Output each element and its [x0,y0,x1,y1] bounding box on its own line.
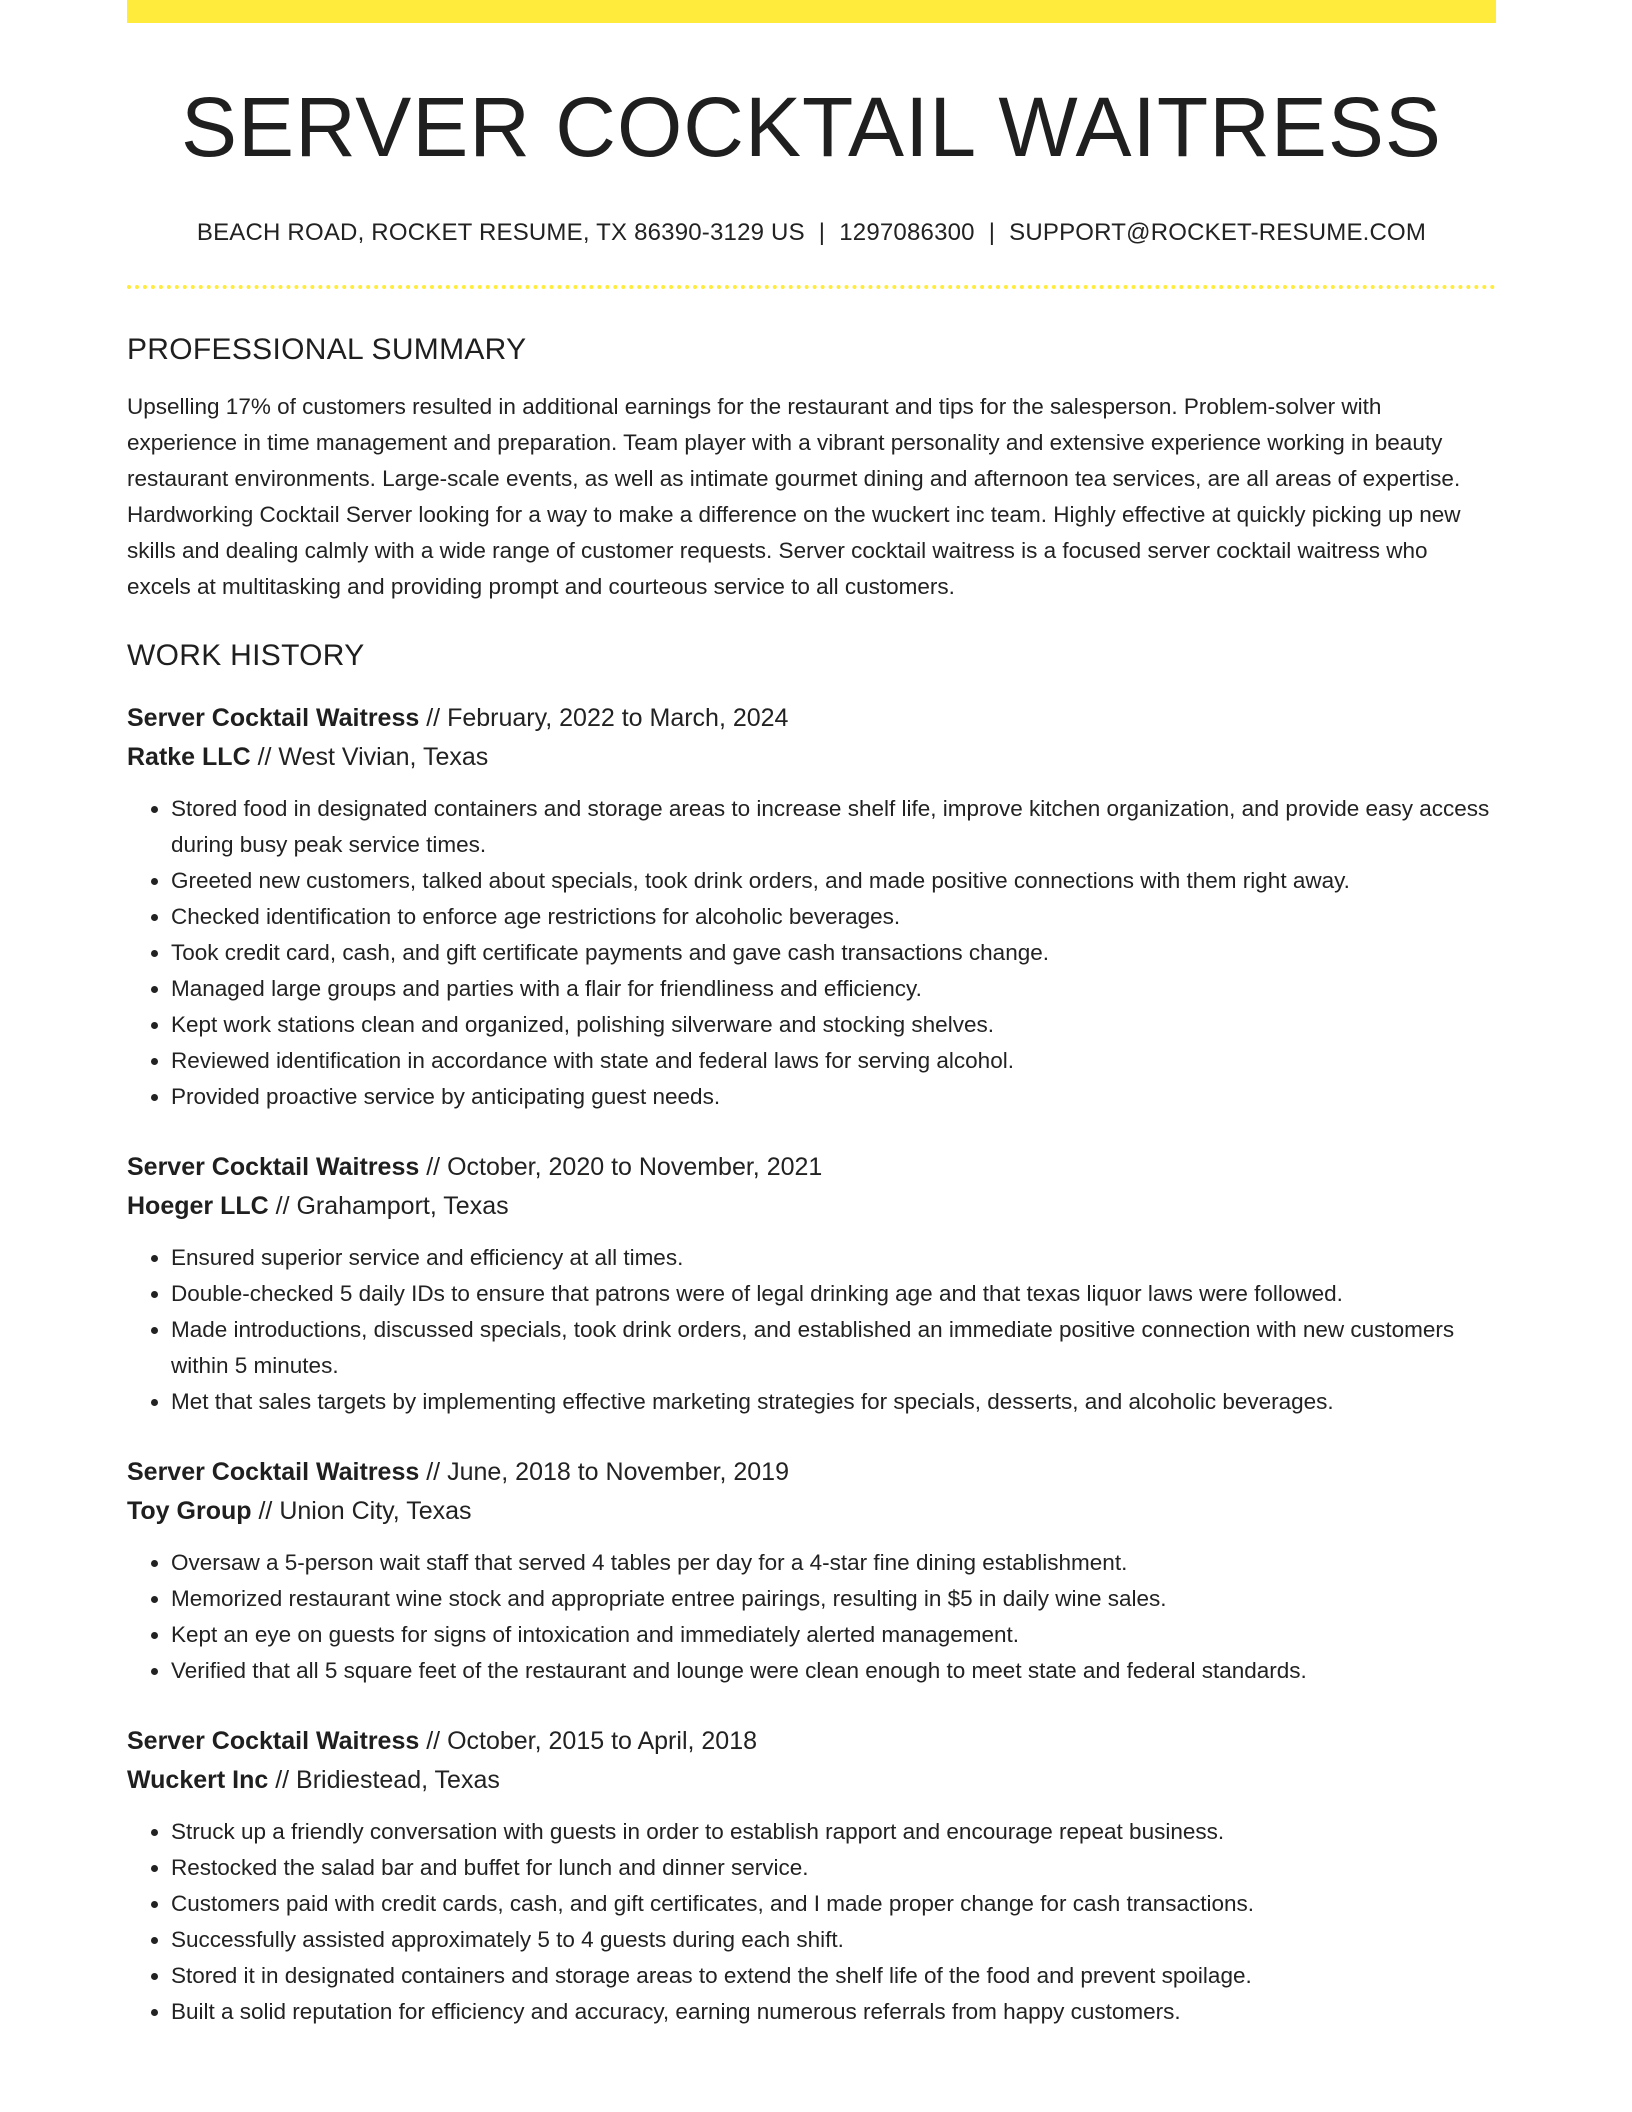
work-history-heading: WORK HISTORY [127,639,365,673]
job-company-line [127,1187,1496,1226]
job-location: // Grahamport, Texas [268,1192,509,1221]
contact-email: SUPPORT@ROCKET-RESUME.COM [1009,219,1427,247]
job-bullet: • Checked identification to enforce age restrictions for alcoholic beverages. [171,899,1496,935]
job-bullet-list [127,1240,1496,1420]
job-entry [127,1722,1496,2030]
job-bullet: • Verified that all 5 square feet of the restaurant and lounge were clean enough to meet state and federal standards. [171,1653,1496,1689]
contact-separator: | [988,219,996,247]
page-title: SERVER COCKTAIL WAITRESS [181,80,1442,174]
job-bullet: • Ensured superior service and efficiency at all times. [171,1240,1496,1276]
job-bullet: • Took credit card, cash, and gift certificate payments and gave cash transactions change. [171,935,1496,971]
job-entry [127,699,1496,1115]
dotted-divider [127,285,1496,289]
job-bullet: • Greeted new customers, talked about specials, took drink orders, and made positive connections with them right away. [171,863,1496,899]
job-bullet: • Double-checked 5 daily IDs to ensure that patrons were of legal drinking age and that texas liquor laws were followed. [171,1276,1496,1312]
job-bullet: • Restocked the salad bar and buffet for lunch and dinner service. [171,1850,1496,1886]
contact-phone: 1297086300 [839,219,975,247]
job-bullet: • Kept an eye on guests for signs of intoxication and immediately alerted management. [171,1617,1496,1653]
job-role: Server Cocktail Waitress [127,1727,420,1756]
job-entry [127,1453,1496,1689]
job-role: Server Cocktail Waitress [127,1153,420,1182]
job-bullet-list [127,791,1496,1115]
job-bullet: • Provided proactive service by anticipating guest needs. [171,1079,1496,1115]
job-bullet: • Customers paid with credit cards, cash, and gift certificates, and I made proper change for cash transactions. [171,1886,1496,1922]
summary-heading: PROFESSIONAL SUMMARY [127,333,527,367]
job-bullet: • Stored food in designated containers and storage areas to increase shelf life, improve kitchen organization, and provide easy access during busy peak service times. [171,791,1496,863]
job-bullet: • Managed large groups and parties with a flair for friendliness and efficiency. [171,971,1496,1007]
job-role: Server Cocktail Waitress [127,1458,420,1487]
job-title-line [127,699,1496,738]
job-bullet: • Built a solid reputation for efficiency and accuracy, earning numerous referrals from happy customers. [171,1994,1496,2030]
job-bullet: • Stored it in designated containers and storage areas to extend the shelf life of the food and prevent spoilage. [171,1958,1496,1994]
contact-separator: | [818,219,826,247]
contact-address: BEACH ROAD, ROCKET RESUME, TX 86390-3129 US [196,219,805,247]
job-location: // Bridiestead, Texas [268,1766,500,1795]
job-company: Ratke LLC [127,743,251,772]
job-company: Wuckert Inc [127,1766,269,1795]
resume-page [127,0,1496,2030]
job-location: // West Vivian, Texas [250,743,489,772]
job-bullet-list [127,1814,1496,2030]
job-dates: // October, 2020 to November, 2021 [419,1153,823,1182]
job-role: Server Cocktail Waitress [127,704,420,733]
job-title-line [127,1148,1496,1187]
job-location: // Union City, Texas [251,1497,472,1526]
job-bullet: • Memorized restaurant wine stock and appropriate entree pairings, resulting in $5 in daily wine sales. [171,1581,1496,1617]
job-bullet: • Successfully assisted approximately 5 to 4 guests during each shift. [171,1922,1496,1958]
job-bullet-list [127,1545,1496,1689]
job-entry [127,1148,1496,1420]
contact-line [127,219,1496,247]
job-bullet: • Kept work stations clean and organized, polishing silverware and stocking shelves. [171,1007,1496,1043]
summary-paragraph: Upselling 17% of customers resulted in additional earnings for the restaurant and tips for the salesperson. Problem-solver with experience in time management and preparation. Team player with a vibrant personality and extensive experience working in beauty restaurant environments. Large-scale events, as well as intimate gourmet dining and afternoon tea services, are all areas of expertise. Hardworking Cocktail Server looking for a way to make a difference on the wuckert inc team. Highly effective at quickly picking up new skills and dealing calmly with a wide range of customer requests. Server cocktail waitress is a focused server cocktail waitress who excels at multitasking and providing prompt and courteous service to all customers. [127,394,1461,600]
job-bullet: • Met that sales targets by implementing effective marketing strategies for specials, desserts, and alcoholic beverages. [171,1384,1496,1420]
accent-top-bar [127,0,1496,23]
job-bullet: • Reviewed identification in accordance with state and federal laws for serving alcohol. [171,1043,1496,1079]
job-dates: // June, 2018 to November, 2019 [419,1458,789,1487]
job-bullet: • Struck up a friendly conversation with guests in order to establish rapport and encourage repeat business. [171,1814,1496,1850]
job-company-line [127,1761,1496,1800]
job-company-line [127,738,1496,777]
job-company-line [127,1492,1496,1531]
job-title-line [127,1453,1496,1492]
job-dates: // February, 2022 to March, 2024 [419,704,789,733]
work-history-list [127,699,1496,2030]
job-company: Toy Group [127,1497,252,1526]
job-bullet: • Made introductions, discussed specials, took drink orders, and established an immediate positive connection with new customers within 5 minutes. [171,1312,1496,1384]
job-company: Hoeger LLC [127,1192,269,1221]
job-title-line [127,1722,1496,1761]
job-bullet: • Oversaw a 5-person wait staff that served 4 tables per day for a 4-star fine dining establishment. [171,1545,1496,1581]
job-dates: // October, 2015 to April, 2018 [419,1727,758,1756]
